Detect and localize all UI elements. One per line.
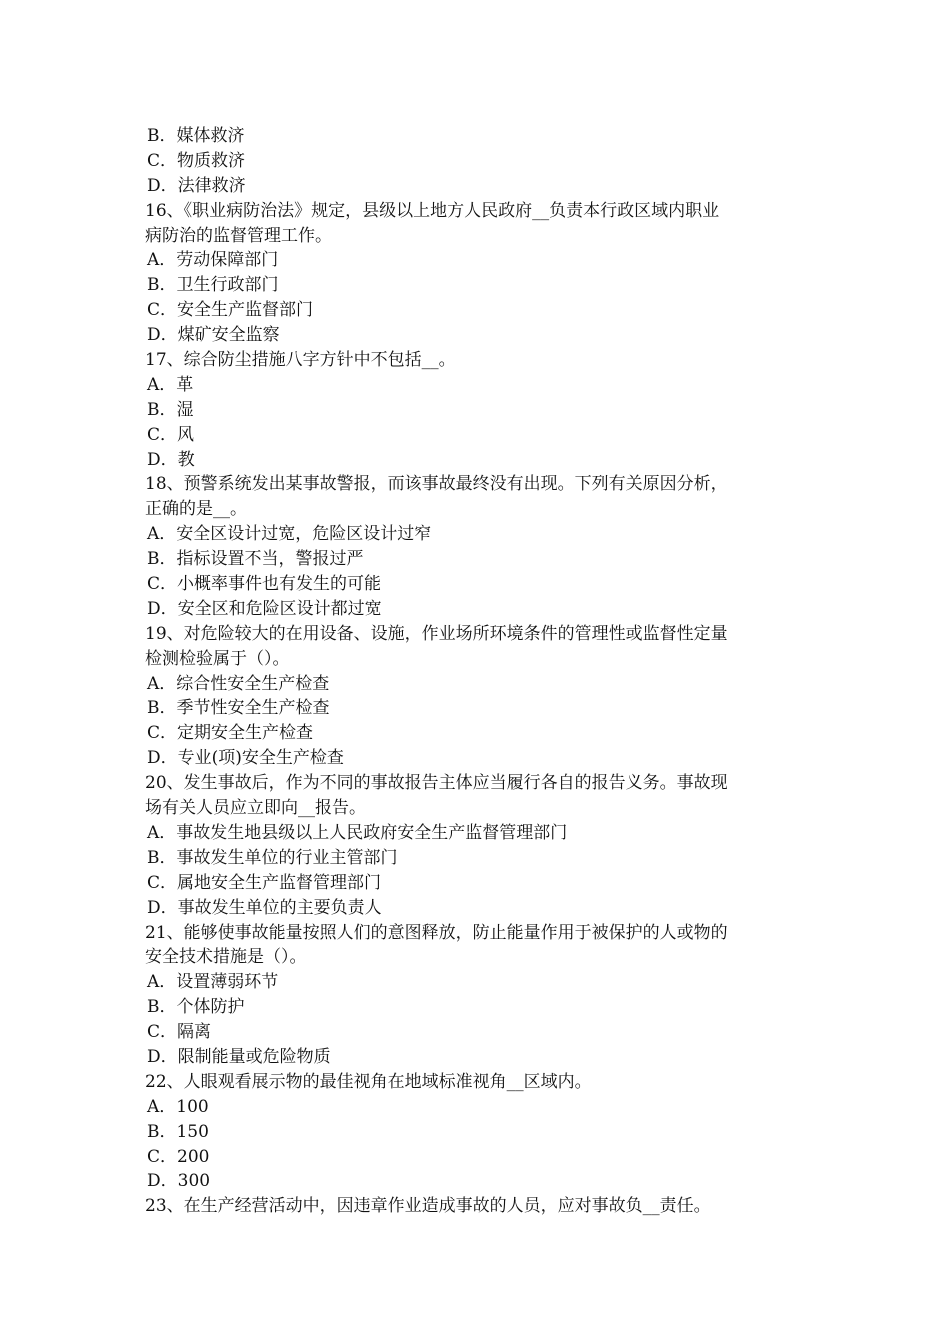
answer-option: D．300 — [147, 1171, 211, 1192]
answer-option: D．安全区和危险区设计都过宽 — [147, 598, 382, 619]
answer-option: A．事故发生地县级以上人民政府安全生产监督管理部门 — [147, 822, 568, 843]
question-text-line: 检测检验属于（）。 — [145, 648, 290, 669]
question-text-line: 安全技术措施是（）。 — [145, 947, 307, 968]
answer-option: B．媒体救济 — [147, 126, 245, 146]
question-text-line: 正确的是__。 — [145, 499, 247, 520]
question-text-line: 病防治的监督管理工作。 — [145, 225, 332, 246]
answer-option: A．综合性安全生产检查 — [147, 673, 330, 694]
answer-option: D．限制能量或危险物质 — [147, 1046, 331, 1067]
answer-option: C．隔离 — [147, 1022, 212, 1043]
answer-option: B．指标设置不当，警报过严 — [147, 549, 364, 570]
answer-option: C．物质救济 — [147, 150, 246, 171]
question-text-line: 19、对危险较大的在用设备、设施，作业场所环境条件的管理性或监督性定量 — [145, 623, 728, 644]
answer-option: B．个体防护 — [147, 997, 245, 1018]
answer-option: A．100 — [147, 1096, 209, 1117]
answer-option: B．150 — [147, 1121, 209, 1142]
question-text-line: 18、预警系统发出某事故警报，而该事故最终没有出现。下列有关原因分析， — [145, 474, 728, 495]
question-text-line: 场有关人员应立即向__报告。 — [145, 798, 366, 819]
exam-text-body — [145, 124, 810, 1219]
answer-option: A．设置薄弱环节 — [147, 972, 279, 993]
answer-option: A．安全区设计过宽，危险区设计过窄 — [147, 524, 432, 545]
answer-option: C．风 — [147, 424, 195, 445]
question-text-line: 20、发生事故后，作为不同的事故报告主体应当履行各自的报告义务。事故现 — [145, 773, 728, 794]
question-text-line: 22、人眼观看展示物的最佳视角在地域标准视角__区域内。 — [145, 1071, 592, 1092]
answer-option: B．季节性安全生产检查 — [147, 698, 330, 719]
answer-option: A．革 — [147, 374, 194, 395]
question-text-line: 17、综合防尘措施八字方针中不包括__。 — [145, 350, 456, 371]
question-text-line: 16、《职业病防治法》规定，县级以上地方人民政府__负责本行政区域内职业 — [145, 200, 720, 221]
answer-option: C．安全生产监督部门 — [147, 300, 314, 321]
question-text-line: 21、能够使事故能量按照人们的意图释放，防止能量作用于被保护的人或物的 — [145, 922, 728, 943]
answer-option: D．专业(项)安全生产检查 — [147, 748, 344, 769]
answer-option: B．事故发生单位的行业主管部门 — [147, 847, 398, 868]
answer-option: B．湿 — [147, 399, 194, 420]
answer-option: D．法律救济 — [147, 175, 246, 196]
answer-option: C．200 — [147, 1146, 210, 1167]
answer-option: D．煤矿安全监察 — [147, 325, 280, 346]
answer-option: A．劳动保障部门 — [147, 250, 279, 271]
answer-option: D．事故发生单位的主要负责人 — [147, 897, 382, 918]
answer-option: B．卫生行政部门 — [147, 275, 279, 296]
answer-option: C．属地安全生产监督管理部门 — [147, 872, 382, 893]
answer-option: C．小概率事件也有发生的可能 — [147, 574, 382, 595]
answer-option: C．定期安全生产检查 — [147, 723, 314, 744]
answer-option: D．教 — [147, 449, 195, 470]
question-text-line: 23、在生产经营活动中，因违章作业造成事故的人员，应对事故负__责任。 — [145, 1196, 711, 1217]
